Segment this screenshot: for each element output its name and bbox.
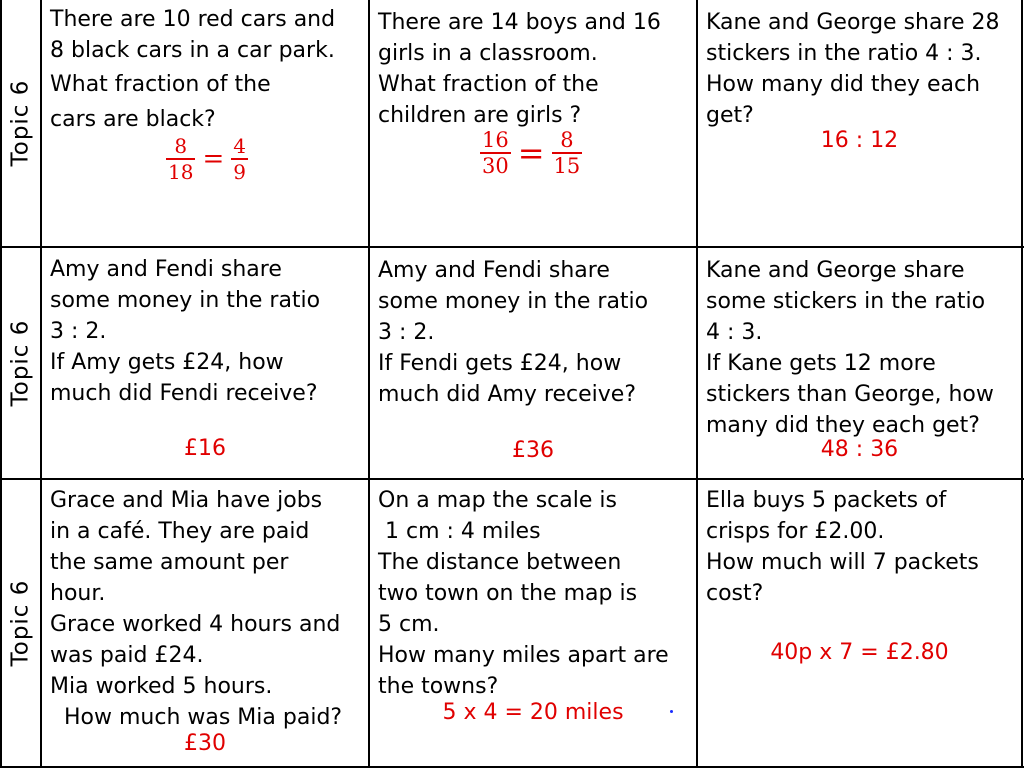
question-line: 4 : 3. — [706, 320, 763, 345]
answer-text: 16 : 12 — [820, 128, 899, 153]
question-line: Grace worked 4 hours and — [50, 612, 341, 637]
question-line: some money in the ratio — [50, 288, 321, 313]
answer-text: £36 — [512, 438, 554, 463]
denominator: 9 — [233, 160, 246, 184]
answer-text: £30 — [184, 731, 226, 756]
question-text — [706, 7, 1015, 131]
question-line: get? — [706, 103, 754, 128]
answer-text: 5 x 4 = 20 miles — [442, 700, 624, 725]
topic-label-row-1 — [0, 0, 41, 246]
question-line: 1 cm : 4 miles — [378, 519, 541, 544]
question-line: stickers than George, how — [706, 382, 994, 407]
question-line: If Fendi gets £24, how — [378, 351, 622, 376]
fraction — [231, 134, 248, 184]
topic-text: Topic 6 — [7, 579, 34, 667]
question-text — [706, 485, 1015, 609]
question-line: 3 : 2. — [50, 319, 107, 344]
question-cell-r3c1 — [42, 482, 368, 766]
question-line: 5 cm. — [378, 612, 440, 637]
question-line: much did Amy receive? — [378, 382, 637, 407]
question-text — [50, 485, 362, 733]
question-line: How much was Mia paid? — [50, 705, 343, 730]
question-line: Grace and Mia have jobs — [50, 488, 323, 513]
question-text — [378, 255, 690, 410]
question-line: girls in a classroom. — [378, 41, 598, 66]
question-line: cost? — [706, 581, 764, 606]
question-line: two town on the map is — [378, 581, 638, 606]
answer-fraction — [476, 128, 586, 178]
question-line: The distance between — [378, 550, 622, 575]
question-cell-r3c3 — [698, 482, 1021, 766]
answer-text: £16 — [184, 436, 226, 461]
question-text — [50, 254, 362, 409]
question-line: There are 10 red cars and — [50, 7, 336, 32]
question-line: stickers in the ratio 4 : 3. — [706, 41, 982, 66]
question-line: the same amount per — [50, 550, 289, 575]
question-line: How many miles apart are — [378, 643, 669, 668]
question-line: hour. — [50, 581, 106, 606]
question-line: 3 : 2. — [378, 320, 435, 345]
question-line: How much will 7 packets — [706, 550, 979, 575]
topic-text: Topic 6 — [7, 79, 34, 167]
fraction — [166, 134, 195, 184]
question-line: 8 black cars in a car park. — [50, 38, 335, 63]
question-line: What fraction of the — [378, 72, 599, 97]
fraction — [480, 128, 511, 178]
question-line: children are girls ? — [378, 103, 582, 128]
question-line: If Kane gets 12 more — [706, 351, 936, 376]
question-line: On a map the scale is — [378, 488, 617, 513]
equals-sign: = — [202, 144, 225, 174]
numerator: 8 — [174, 134, 188, 158]
numerator: 8 — [560, 128, 574, 152]
question-line: crisps for £2.00. — [706, 519, 885, 544]
question-line: some money in the ratio — [378, 289, 649, 314]
question-line: Amy and Fendi share — [50, 257, 282, 282]
question-line: There are 14 boys and 16 — [378, 10, 661, 35]
question-line: much did Fendi receive? — [50, 381, 318, 406]
question-line: Kane and George share — [706, 258, 965, 283]
question-line: Mia worked 5 hours. — [50, 674, 273, 699]
question-line: many did they each get? — [706, 413, 980, 438]
question-line: was paid £24. — [50, 643, 204, 668]
answer-text: 40p x 7 = £2.80 — [770, 640, 949, 665]
topic-label-row-3 — [0, 480, 41, 766]
question-line: some stickers in the ratio — [706, 289, 986, 314]
question-line: If Amy gets £24, how — [50, 350, 284, 375]
answer-text: 48 : 36 — [820, 437, 899, 462]
question-line: in a café. They are paid — [50, 519, 310, 544]
question-text — [706, 255, 1015, 441]
question-text — [378, 7, 690, 131]
question-line: Ella buys 5 packets of — [706, 488, 947, 513]
grid-line — [0, 246, 1024, 248]
topic-label-row-2 — [0, 248, 41, 478]
question-line: Kane and George share 28 — [706, 10, 1000, 35]
question-line: How many did they each — [706, 72, 981, 97]
numerator: 16 — [482, 128, 509, 152]
question-cell-r1c2 — [370, 2, 696, 246]
question-cell-r1c1 — [42, 2, 368, 246]
answer-fraction — [162, 134, 252, 184]
denominator: 15 — [553, 154, 581, 178]
question-cell-r1c3 — [698, 2, 1021, 246]
equals-sign: = — [517, 134, 545, 172]
question-line: What fraction of the — [50, 72, 271, 97]
question-text — [378, 485, 690, 702]
question-line: Amy and Fendi share — [378, 258, 610, 283]
grid-line — [1021, 0, 1023, 768]
grid-line — [0, 478, 1024, 480]
denominator: 18 — [168, 160, 194, 184]
fraction — [552, 128, 583, 178]
denominator: 30 — [482, 154, 509, 178]
question-text — [50, 5, 362, 137]
question-line: the towns? — [378, 674, 499, 699]
numerator: 4 — [233, 134, 246, 158]
question-line: cars are black? — [50, 107, 216, 132]
topic-text: Topic 6 — [7, 319, 34, 407]
stray-dot — [670, 710, 673, 713]
